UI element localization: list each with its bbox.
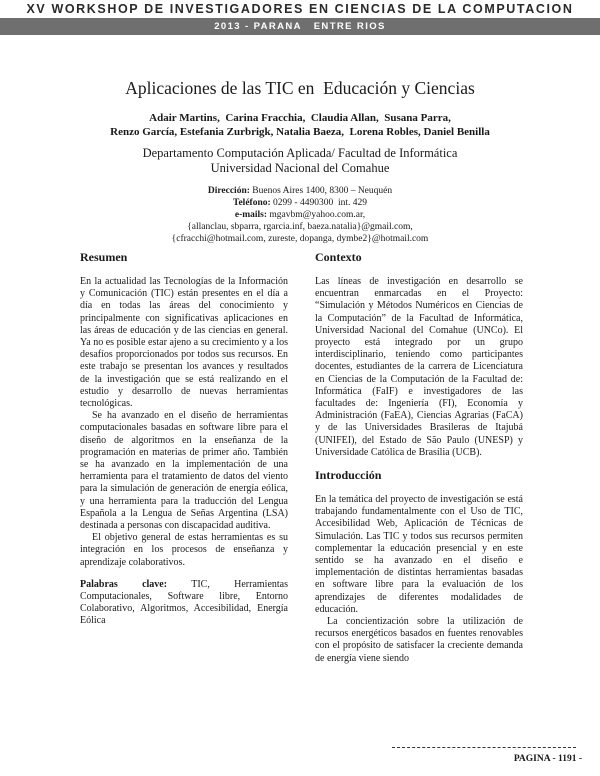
keywords-value: TIC, Herramientas Computacionales, Software libre, Entorno Colaborativo, Algoritmos, Accesibilidad, Energía Eólica	[80, 578, 288, 627]
authors-line-2: Renzo García, Estefania Zurbrigk, Natalia Baeza, Lorena Robles, Daniel Benilla	[110, 126, 490, 138]
contexto-paragraph-1: Las líneas de investigación en desarrollo se encuentran enmarcadas en el Proyecto: “Simulación y Métodos Numéricos en Ciencias de la Computación” de la Facultad de Informática, Universidad Nacional del Comahue (UNCo). El proyecto está integrado por un grupo interdisciplinario, teniendo como participantes docentes, estudiantes de la carrera de Licenciatura en Ciencias de la Computación de la Facultad de: Informática (FaIF) e investigadores de las facultades de: Ingeniería (FI), Economía y Administración (FaEA), Ciencias Agrarias (FaCA) y de las Universidades Brasileras de Itajubá (UNIFEI), del Estado de São Paulo (UNESP) y Universidade Católica de Brasília (UCB).	[315, 276, 523, 458]
contact-block	[0, 185, 600, 245]
affiliation-line-2: Universidad Nacional del Comahue	[210, 161, 390, 175]
phone-line	[0, 197, 600, 209]
email-value-1: mgavbm@yahoo.com.ar,	[269, 210, 366, 220]
workshop-subbanner: 2013 - PARANA ENTRE RIOS	[0, 18, 600, 35]
email-line	[0, 209, 600, 221]
right-column	[315, 250, 523, 665]
left-column	[80, 250, 288, 628]
introduccion-paragraph-1: En la temática del proyecto de investigación se está trabajando fundamentalmente con el Uso de TIC, Accesibilidad Web, Aplicación de Técnicas de Simulación. Las TIC y todos sus recursos permiten complementar la educación presencial y en este sentido se ha avanzado en el diseño e implementación de distintas herramientas basadas en software libre para la evaluación de los aprendizajes de diferentes modalidades de educación.	[315, 494, 523, 615]
keywords	[80, 579, 288, 628]
address-label: Dirección:	[207, 186, 250, 196]
address-line	[0, 185, 600, 197]
introduccion-heading: Introducción	[315, 468, 382, 483]
phone-label: Teléfono:	[233, 198, 271, 208]
author-list	[0, 111, 600, 139]
paper-title: Aplicaciones de las TIC en Educación y Ciencias	[125, 78, 475, 98]
address-value: Buenos Aires 1400, 8300 – Neuquén	[252, 186, 393, 196]
contexto-heading: Contexto	[315, 250, 362, 264]
authors-line-1: Adair Martins, Carina Fracchia, Claudia Allan, Susana Parra,	[149, 112, 451, 124]
affiliation-line-1: Departamento Computación Aplicada/ Facultad de Informática	[142, 146, 458, 160]
introduccion-paragraph-2: La concientización sobre la utilización de recursos energéticos basados en fuentes renovables con el propósito de satisfacer la creciente demanda de energía viene siendo	[315, 616, 523, 664]
resumen-heading: Resumen	[80, 250, 128, 264]
email-label: e-mails:	[234, 210, 268, 220]
email-value-2: {allanclau, sbparra, rgarcia.inf, baeza.natalia}@gmail.com,	[187, 222, 413, 232]
email-value-3: {cfracchi@hotmail.com, zureste, dopanga, dymbe2}@hotmail.com	[171, 234, 429, 244]
footer-divider	[392, 747, 576, 748]
workshop-banner: XV WORKSHOP DE INVESTIGADORES EN CIENCIAS DE LA COMPUTACION	[0, 0, 600, 18]
resumen-paragraph-3: El objetivo general de estas herramientas es su integración en los procesos de enseñanza y aprendizaje colaborativos.	[80, 532, 288, 568]
keywords-label: Palabras clave:	[80, 578, 168, 590]
phone-value: 0299 - 4490300 int. 429	[273, 198, 367, 208]
page-number: PAGINA - 1191 -	[513, 754, 582, 764]
resumen-paragraph-1: En la actualidad las Tecnologías de la Información y Comunicación (TIC) están presentes en el día a día en todas las áreas del conocimiento y principalmente con significativas aplicaciones en las áreas de educación y de las ciencias en general. Ya no es posible estar ajeno a su crecimiento y a los desafíos proporcionados por todos sus recursos. En este trabajo se presentan los avances y resultados de la investigación que se está realizando en el estudio y desarrollo de nuevas herramientas tecnológicas.	[80, 276, 288, 410]
affiliation	[0, 146, 600, 176]
resumen-paragraph-2: Se ha avanzado en el diseño de herramientas computacionales basadas en software libre para el diseño de algoritmos en la enseñanza de la programación en materias de primer año. También se ha avanzado en la implementación de una herramienta para el tratamiento de datos del viento para la simulación de generación de energía eólica, y una herramienta para la traducción del Lengua Española a la Lengua de Señas Argentina (LSA) destinada a personas con discapacidad auditiva.	[80, 410, 288, 532]
